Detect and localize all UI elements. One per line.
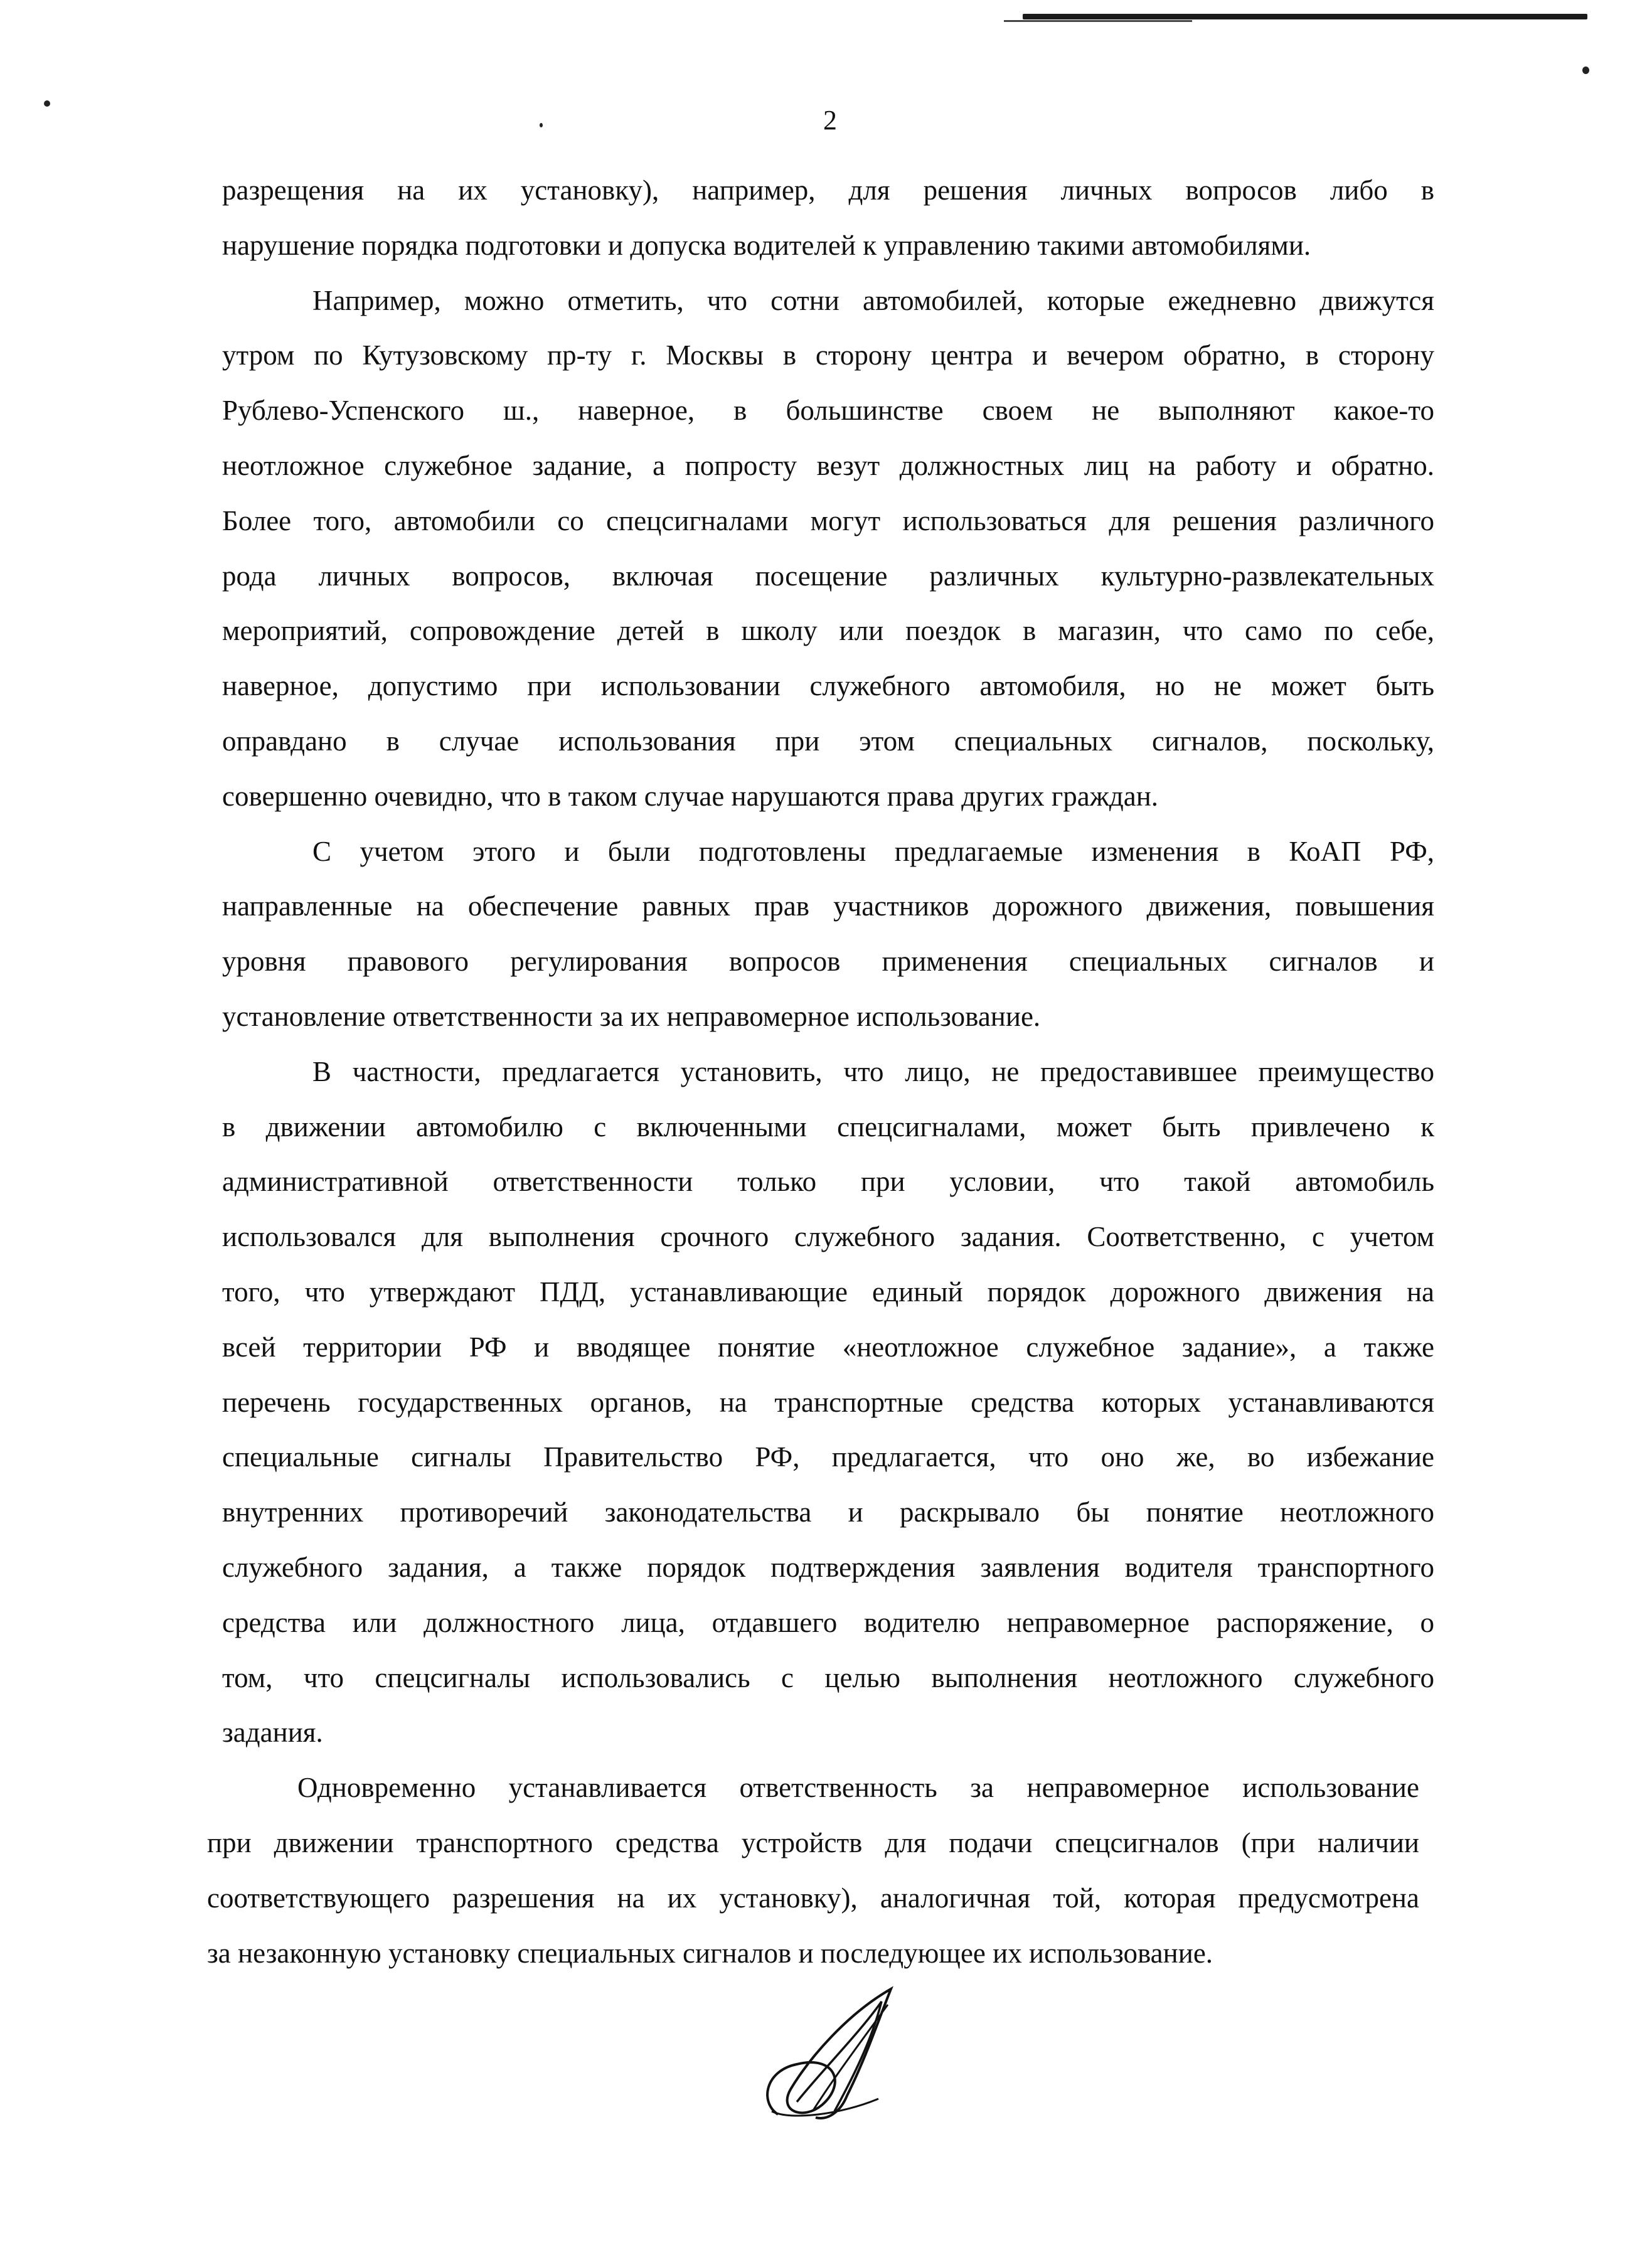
text-line: средства или должностного лица, отдавшего водителю неправомерное распоряжение, о (222, 1606, 1434, 1638)
page-number: 2 (823, 105, 837, 136)
text-line: при движении транспортного средства устройств для подачи спецсигналов (при наличии (207, 1827, 1419, 1858)
text-line: С учетом этого и были подготовлены предлагаемые изменения в КоАП РФ, (312, 835, 1434, 867)
text-line: нарушение порядка подготовки и допуска водителей к управлению такими автомобилями. (222, 229, 1311, 261)
text-line: Например, можно отметить, что сотни автомобилей, которые ежедневно движутся (312, 284, 1434, 316)
text-line: соответствующего разрешения на их установку), аналогичная той, которая предусмотрена (207, 1882, 1419, 1914)
scan-speck (1582, 67, 1589, 74)
text-line: мероприятий, сопровождение детей в школу или поездок в магазин, что само по себе, (222, 615, 1434, 647)
text-line: утром по Кутузовскому пр-ту г. Москвы в сторону центра и вечером обратно, в сторону (222, 339, 1434, 371)
text-line: за незаконную установку специальных сигналов и последующее их использование. (207, 1937, 1213, 1969)
scan-edge-mark (1004, 20, 1192, 22)
text-line: Одновременно устанавливается ответственность за неправомерное использование (297, 1772, 1419, 1804)
text-line: направленные на обеспечение равных прав участников дорожного движения, повышения (222, 890, 1434, 922)
text-line: служебного задания, а также порядок подтверждения заявления водителя транспортного (222, 1552, 1434, 1583)
text-line: разрещения на их установку), например, для решения личных вопросов либо в (222, 174, 1434, 206)
text-line: использовался для выполнения срочного служебного задания. Соответственно, с учетом (222, 1221, 1434, 1253)
text-line: специальные сигналы Правительство РФ, предлагается, что оно же, во избежание (222, 1441, 1434, 1473)
scan-speck (44, 100, 50, 107)
text-line: внутренних противоречий законодательства и раскрывало бы понятие неотложного (222, 1496, 1434, 1528)
text-line: совершенно очевидно, что в таком случае нарушаются права других граждан. (222, 780, 1159, 812)
text-line: том, что спецсигналы использовались с целью выполнения неотложного служебного (222, 1661, 1434, 1693)
text-line: уровня правового регулирования вопросов применения специальных сигналов и (222, 946, 1434, 978)
text-line: установление ответственности за их неправомерное использование. (222, 1001, 1041, 1032)
text-line: перечень государственных органов, на транспортные средства которых устанавливаются (222, 1386, 1434, 1418)
text-line: оправдано в случае использования при этом специальных сигналов, поскольку, (222, 725, 1434, 757)
text-line: рода личных вопросов, включая посещение различных культурно-развлекательных (222, 560, 1434, 592)
text-line: всей территории РФ и вводящее понятие «неотложное служебное задание», а также (222, 1331, 1434, 1363)
scan-edge-mark (1023, 14, 1587, 19)
text-line: того, что утверждают ПДД, устанавливающие единый порядок дорожного движения на (222, 1276, 1434, 1308)
text-line: задания. (222, 1717, 323, 1749)
text-line: В частности, предлагается установить, что лицо, не предоставившее преимущество (312, 1055, 1434, 1087)
text-line: Более того, автомобили со спецсигналами могут использоваться для решения различного (222, 504, 1434, 536)
text-line: неотложное служебное задание, а попросту везут должностных лиц на работу и обратно. (222, 450, 1434, 481)
scan-speck (540, 123, 543, 127)
text-line: наверное, допустимо при использовании служебного автомобиля, но не может быть (222, 670, 1434, 702)
text-line: административной ответственности только при условии, что такой автомобиль (222, 1166, 1434, 1198)
text-line: Рублево-Успенского ш., наверное, в большинстве своем не выполняют какое-то (222, 395, 1434, 427)
signature (753, 1976, 916, 2140)
text-line: в движении автомобилю с включенными спецсигналами, может быть привлечено к (222, 1111, 1434, 1143)
